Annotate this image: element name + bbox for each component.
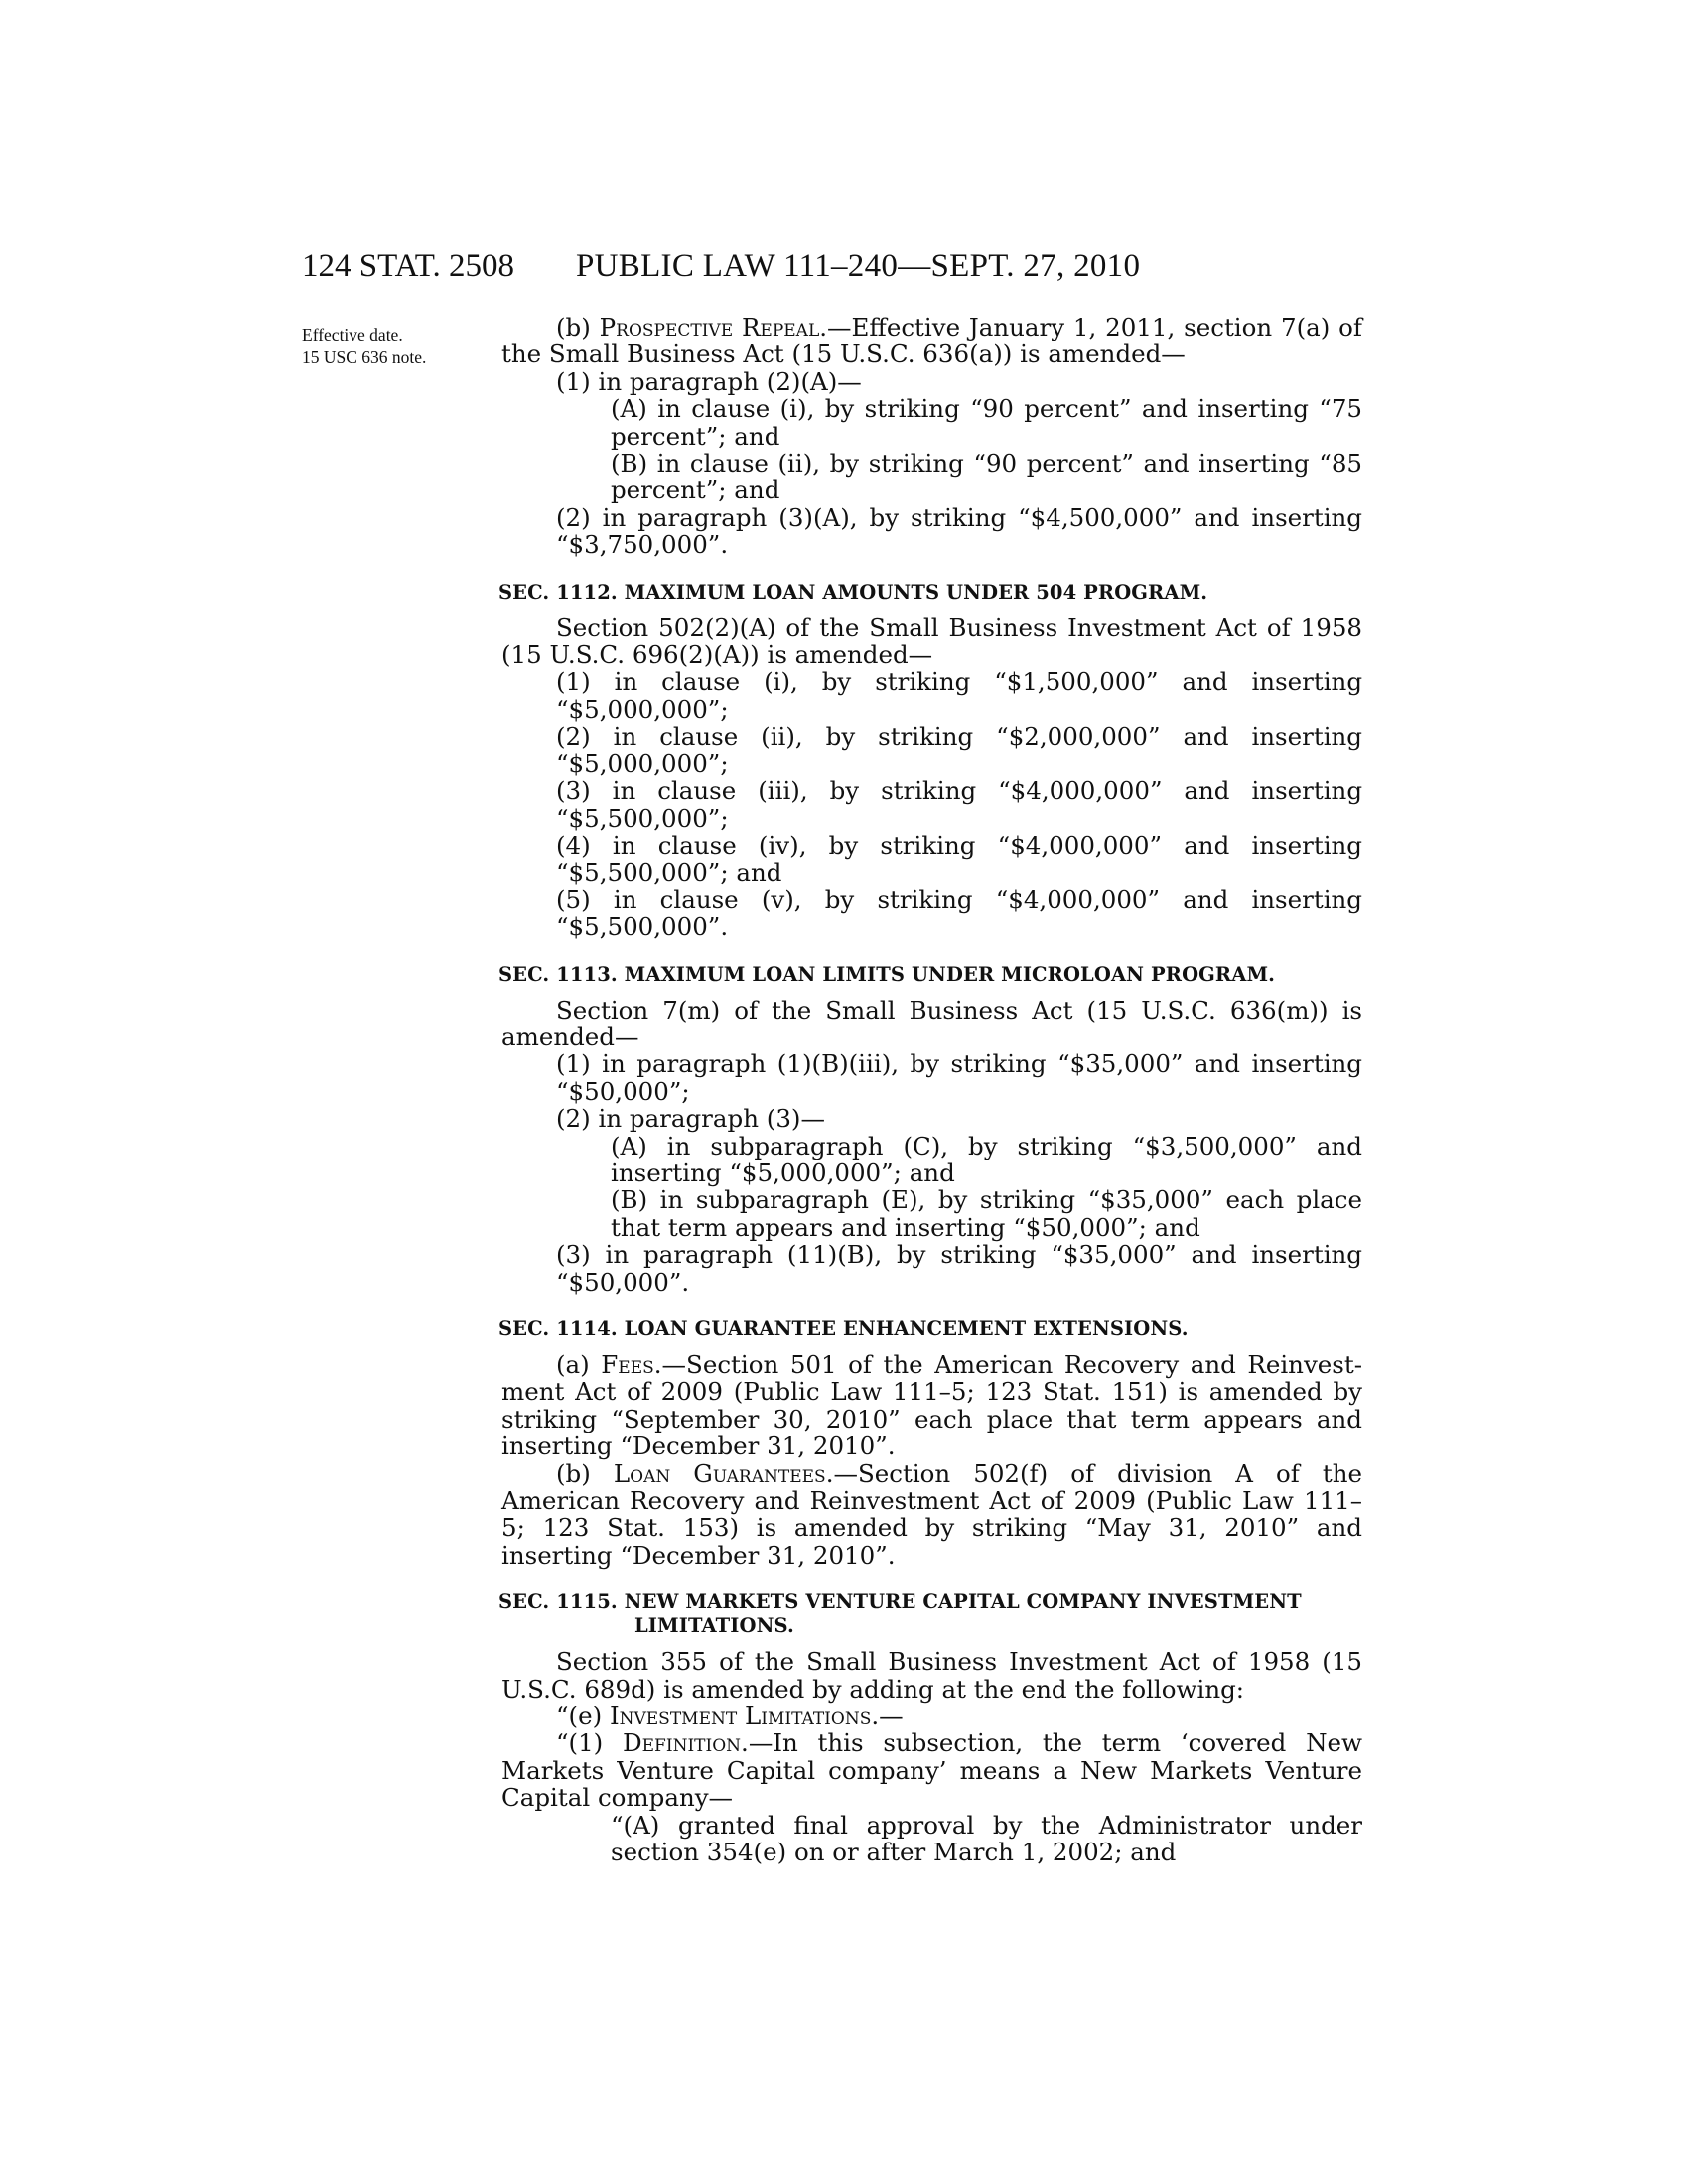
section-heading-1113: SEC. 1113. MAXIMUM LOAN LIMITS UNDER MICROLOAN PROGRAM. xyxy=(498,962,1276,986)
section-1113-item-2a: (A) in subparagraph (C), by striking “$3,500,000” and inserting “$5,000,000”; and xyxy=(611,1131,1362,1187)
section-1114-a-fees: (a) Fees.—Section 501 of the American Recovery and Reinvestment Act of 2009 (Public Law 111–5; 123 Stat. 151) is amended by striking “September 30, 2010” each place that term appears and inserting “December 31, 2010”. xyxy=(501,1350,1363,1461)
section-1112-item: (5) in clause (v), by striking “$4,000,000” and inserting “$5,500,000”. xyxy=(556,885,1362,942)
clause-b1: (1) in paragraph (2)(A)— xyxy=(556,366,862,396)
small-caps-heading: Fees xyxy=(601,1350,654,1379)
margin-note-usc: 15 USC 636 note. xyxy=(302,347,427,367)
clause-b1b: (B) in clause (ii), by striking “90 percent” and inserting “85 percent”; and xyxy=(611,449,1362,505)
paragraph-b-prospective-repeal: (b) Prospective Repeal.—Effective January 1, 2011, section 7(a) of the Small Business Act (15 U.S.C. 636(a)) is amended— xyxy=(501,313,1362,369)
document-body xyxy=(498,313,1363,1867)
section-heading-1112: SEC. 1112. MAXIMUM LOAN AMOUNTS UNDER 504 PROGRAM. xyxy=(498,580,1208,604)
small-caps-heading: Definition xyxy=(623,1728,742,1758)
small-caps-heading: Prospective Repeal xyxy=(599,313,820,341)
section-heading-1115: SEC. 1115. NEW MARKETS VENTURE CAPITAL COMPANY INVESTMENT LIMITATIONS. xyxy=(498,1590,1302,1638)
section-1115-e: “(e) Investment Limitations.— xyxy=(556,1702,904,1731)
page-header xyxy=(302,248,1364,285)
section-1115-definition: “(1) Definition.—In this subsection, the term ‘covered New Markets Venture Capital company’ means a New Markets Venture Capital company— xyxy=(501,1728,1362,1813)
section-1114-b-loan-guarantees: (b) Loan Guarantees.—Section 502(f) of division A of the American Recovery and Reinvestment Act of 2009 (Public Law 111–5; 123 Stat. 153) is amended by striking “May 31, 2010” and inserting “December 31, 2010”. xyxy=(501,1458,1363,1570)
margin-note-effective-date: Effective date. xyxy=(302,325,403,344)
page-number: 124 STAT. 2508 xyxy=(302,248,515,284)
section-1112-item: (2) in clause (ii), by striking “$2,000,000” and inserting “$5,000,000”; xyxy=(556,722,1362,778)
running-title: PUBLIC LAW 111–240—SEPT. 27, 2010 xyxy=(576,248,1141,284)
section-1113-item-1: (1) in paragraph (1)(B)(iii), by striking “$35,000” and inserting “$50,000”; xyxy=(556,1049,1362,1106)
section-1112-intro: Section 502(2)(A) of the Small Business Investment Act of 1958 (15 U.S.C. 696(2)(A)) is amended— xyxy=(501,613,1362,670)
section-1112-item: (1) in clause (i), by striking “$1,500,000” and inserting “$5,000,000”; xyxy=(556,667,1362,724)
section-heading-1114: SEC. 1114. LOAN GUARANTEE ENHANCEMENT EXTENSIONS. xyxy=(498,1317,1189,1340)
section-1115-intro: Section 355 of the Small Business Investment Act of 1958 (15 U.S.C. 689d) is amended by adding at the end the following: xyxy=(501,1647,1362,1704)
section-1113-intro: Section 7(m) of the Small Business Act (15 U.S.C. 636(m)) is amended— xyxy=(501,995,1362,1051)
section-1113-item-2: (2) in paragraph (3)— xyxy=(556,1104,825,1134)
clause-b1a: (A) in clause (i), by striking “90 percent” and inserting “75 percent”; and xyxy=(611,394,1362,451)
section-1115-a: “(A) granted final approval by the Administrator under section 354(e) on or after March 1, 2002; and xyxy=(611,1810,1362,1867)
section-1113-item-3: (3) in paragraph (11)(B), by striking “$35,000” and inserting “$50,000”. xyxy=(556,1240,1362,1297)
section-1113-item-2b: (B) in subparagraph (E), by striking “$35,000” each place that term appears and inserting “$50,000”; and xyxy=(611,1185,1362,1242)
clause-b2: (2) in paragraph (3)(A), by striking “$4,500,000” and inserting “$3,750,000”. xyxy=(556,502,1362,560)
margin-notes xyxy=(302,324,426,369)
section-1112-item: (4) in clause (iv), by striking “$4,000,000” and inserting “$5,500,000”; and xyxy=(556,830,1362,887)
small-caps-heading: Investment Limitations xyxy=(609,1702,872,1731)
small-caps-heading: Loan Guarantees xyxy=(613,1458,826,1488)
section-1112-item: (3) in clause (iii), by striking “$4,000,000” and inserting “$5,500,000”; xyxy=(556,776,1362,833)
